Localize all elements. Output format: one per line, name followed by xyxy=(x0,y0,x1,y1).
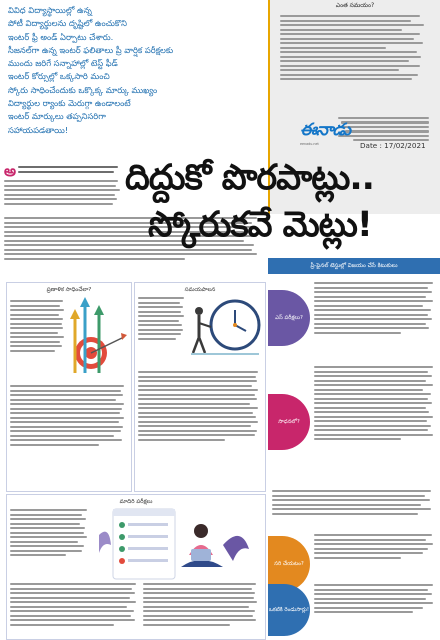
logo-tagline: eenadu.net xyxy=(300,142,319,146)
target-arrows-illustration xyxy=(69,297,127,377)
logo-mark: ఈనాడు xyxy=(300,120,351,140)
tip-tab: సాధనలో? xyxy=(268,394,310,450)
exam-panel-title: మాదిరి పరీక్షలు xyxy=(119,499,153,505)
goal-panel xyxy=(6,282,132,492)
intro-line: ఇంటర్ ఫ్రీ అండ్ ఏర్పాటు చేశారు. xyxy=(8,31,114,42)
tip-text xyxy=(314,280,438,336)
tip-section xyxy=(268,362,440,482)
time-panel xyxy=(134,282,266,492)
exam-panel xyxy=(6,494,266,640)
tip-tab: ఎస్ పరీక్షలు? xyxy=(268,290,310,346)
intro-line: వివిధ విద్యాస్థాయిల్లో ఉన్న xyxy=(8,5,92,15)
tip-section xyxy=(268,278,440,358)
goal-panel-body xyxy=(10,383,128,448)
tip-text xyxy=(314,582,438,616)
publication-date: Date : 17/02/2021 xyxy=(360,141,426,150)
time-panel-text xyxy=(138,295,186,342)
eenadu-logo xyxy=(300,120,370,160)
intro-line: విద్యార్థుల ర్యాంకు మెరుగ్గా ఉండాలంటే xyxy=(8,98,131,109)
intro-paragraph xyxy=(8,4,266,164)
exam-panel-body-right xyxy=(143,581,261,628)
intro-line: పోటీ విద్యార్థులను దృష్టిలో ఉంచుకొని xyxy=(8,18,127,29)
sidebar-box-title: ఎంత సమయం? xyxy=(335,2,375,9)
headline-line-2: స్కోరుకవే మెట్లు! xyxy=(148,205,372,245)
headline-line-1: దిద్దుకో పొరపాట్లు.. xyxy=(125,158,374,198)
tip-tab: ఒకటికి రెండుసార్లు! xyxy=(268,584,310,636)
time-panel-title: సమయపాలన xyxy=(184,287,216,293)
intro-line: ఇంటర్ మార్కులు తప్పనిసరిగా xyxy=(8,111,106,122)
tip-text xyxy=(272,488,438,517)
intro-line: సహాయపడతాయి! xyxy=(8,124,69,135)
checklist-illustration xyxy=(93,505,253,585)
tip-section xyxy=(268,580,440,640)
tip-text xyxy=(314,532,438,561)
tips-header: ప్రీ-ఫైనల్ టెస్టుల్లో విజయం చేసే కిటుకులు xyxy=(268,258,440,274)
clock-illustration xyxy=(187,293,263,363)
goal-panel-title: ప్రణాళిక సాధించేలా? xyxy=(46,287,92,293)
intro-line: ముందు జరిగే సన్నాహాల్లో టెస్ట్ ఫీడ్ xyxy=(8,58,118,69)
exam-panel-text xyxy=(10,507,90,559)
intro-line: స్కోరు సాధించేందుకు ఒక్కొక్క మార్కు ముఖ్యం xyxy=(8,84,158,95)
tip-tab: సరి చేయటం? xyxy=(268,536,310,592)
time-panel-body xyxy=(138,369,262,443)
exam-panel-body-left xyxy=(10,581,140,628)
tip-section xyxy=(268,486,440,578)
tip-text xyxy=(314,364,438,443)
drop-cap: అ xyxy=(4,162,17,180)
goal-panel-text xyxy=(7,294,69,358)
intro-line: సీజనల్‌గా ఉన్న ఇంటర్ ఫలితాలు ప్రీ వార్షిక పరీక్షలకు xyxy=(8,44,174,55)
intro-line: ఇంటర్ కోర్సుల్లో ఒక్కసారి మంచి xyxy=(8,71,110,82)
